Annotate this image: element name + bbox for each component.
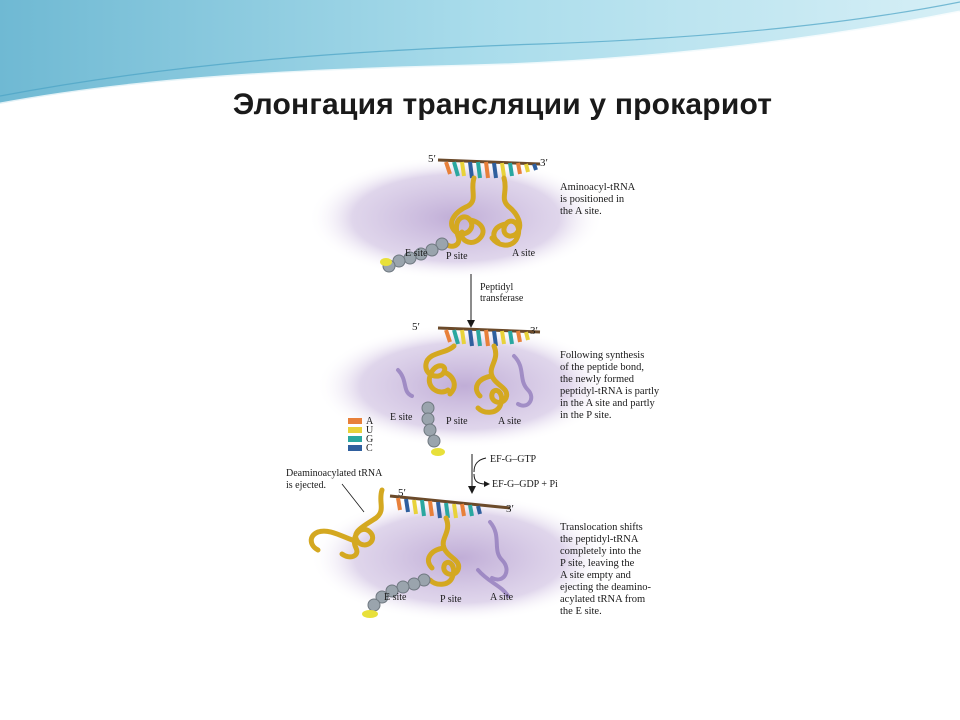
e-site-label: E site xyxy=(390,412,413,423)
peptide-terminal xyxy=(362,610,378,618)
enzyme-label: Peptidyl transferase xyxy=(480,282,524,304)
a-site-label: A site xyxy=(512,248,536,259)
three-prime-label: 3′ xyxy=(540,157,548,169)
stage-1-caption: Aminoacyl-tRNA is positioned in the A site. xyxy=(560,182,635,217)
e-site-label: E site xyxy=(384,592,407,603)
elongation-figure xyxy=(278,140,690,632)
ejected-label: Deaminoacylated tRNA is ejected. xyxy=(286,468,382,491)
ef-g-gtp-label: EF-G–GTP xyxy=(490,454,537,465)
p-site-label: P site xyxy=(446,251,468,262)
peptide-terminal xyxy=(380,258,392,266)
a-site-label: A site xyxy=(490,592,514,603)
three-prime-label: 3′ xyxy=(530,325,538,337)
three-prime-label: 3′ xyxy=(506,503,514,515)
ef-g-gdp-label: EF-G–GDP + Pi xyxy=(492,479,558,490)
stage-3-caption: Translocation shifts the peptidyl-tRNA completely into the P site, leaving the A site empty and ejecting the deamino- acylated tRNA from the E site. xyxy=(560,522,651,617)
p-site-label: P site xyxy=(446,416,468,427)
five-prime-label: 5′ xyxy=(428,153,436,165)
svg-text:U: U xyxy=(366,425,374,436)
e-site-label: E site xyxy=(405,248,428,259)
p-site-label: P site xyxy=(440,594,462,605)
svg-text:C: C xyxy=(366,443,373,454)
a-site-label: A site xyxy=(498,416,522,427)
slide-title: Элонгация трансляции у прокариот xyxy=(232,88,773,121)
svg-text:A: A xyxy=(366,416,374,427)
svg-text:G: G xyxy=(366,434,374,445)
stage-2-caption: Following synthesis of the peptide bond, the newly formed peptidyl-tRNA is partly in the A site and partly in the P site. xyxy=(560,350,660,421)
five-prime-label: 5′ xyxy=(412,321,420,333)
five-prime-label: 5′ xyxy=(398,487,406,499)
peptide-terminal xyxy=(431,448,445,456)
